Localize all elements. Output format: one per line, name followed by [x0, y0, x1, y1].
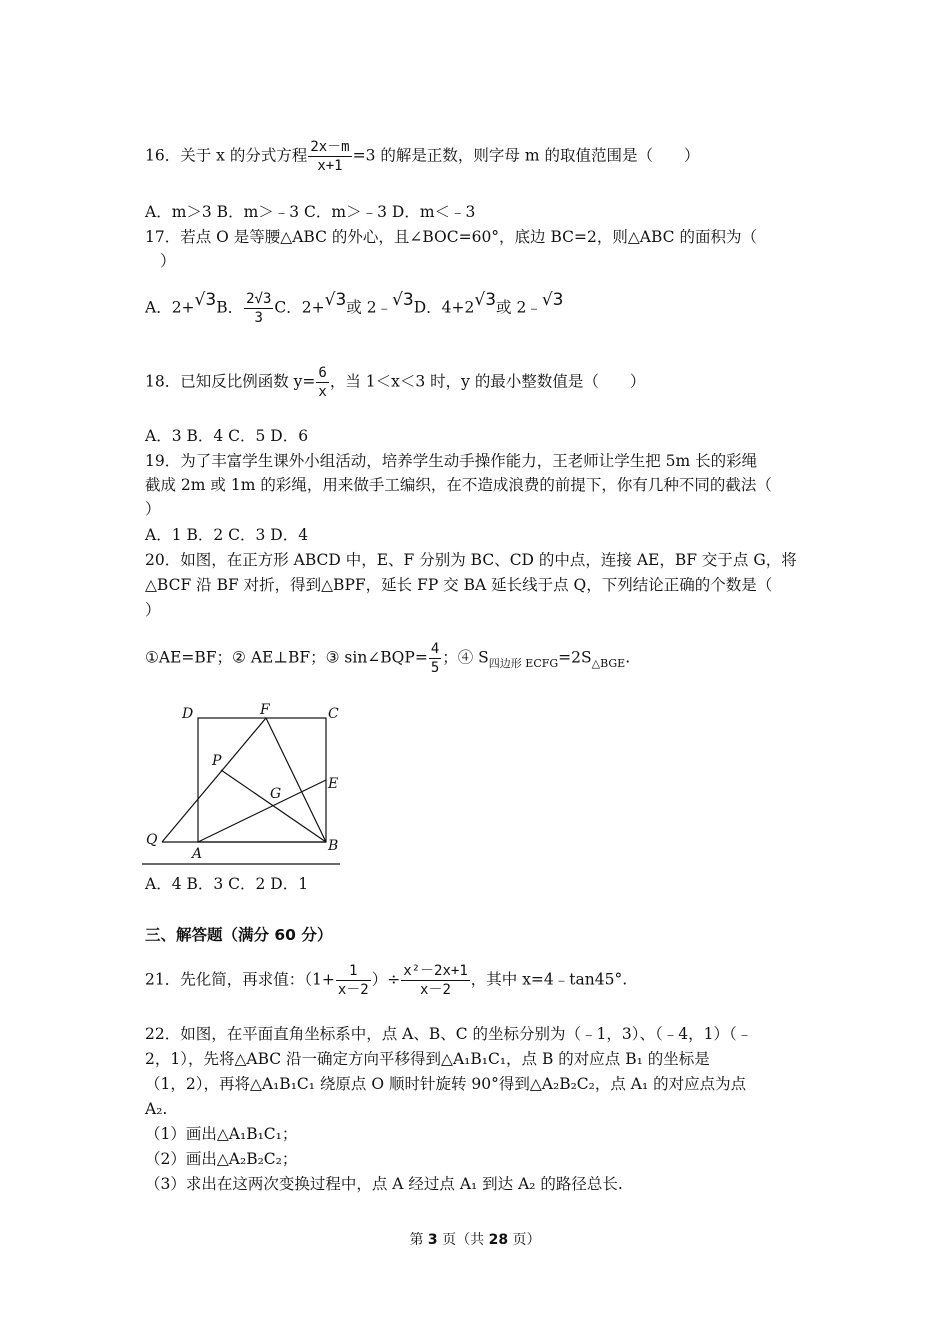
q22-line2: 2，1），先将△ABC 沿一确定方向平移得到△A₁B₁C₁，点 B 的对应点 B₁ 的坐标是 [145, 1050, 710, 1068]
q22-sub3: （3）求出在这两次变换过程中，点 A 经过点 A₁ 到达 A₂ 的路径总长. [145, 1175, 623, 1193]
q21-fraction-2: $\frac{\text{x²－2x+1}}{x-2}$ [403, 963, 468, 998]
q20-fraction: $\frac{4}{5}$ [430, 641, 440, 676]
q22-line1: 22．如图，在平面直角坐标系中，点 A、B、C 的坐标分别为（﹣1，3）、（﹣4，1）（﹣ [145, 1025, 753, 1043]
label-d: D [182, 706, 194, 722]
label-e: E [328, 776, 339, 792]
label-f: F [260, 702, 270, 718]
q22-sub2: （2）画出△A₂B₂C₂； [145, 1150, 298, 1168]
page-number: 3 [427, 1232, 438, 1248]
q17-stem-cont: ） [160, 252, 176, 270]
q22-line3: （1，2），再将△A₁B₁C₁ 绕原点 O 顺时针旋转 90°得到△A₂B₂C₂，点 A₁ 的对应点为点 [145, 1075, 747, 1093]
section-title: 三、解答题（满分 60 分） [145, 926, 333, 944]
label-b: B [328, 838, 339, 854]
q21-fraction-1: $\frac{1}{x-2}$ [337, 963, 369, 998]
q22-line4: A₂. [145, 1100, 168, 1118]
q20-statements: ①AE=BF；② AE⊥BF；③ sin∠BQP= $\frac{4}{5}$ ；④ $S_{四边形 ECFG}=2S_{\triangle BGE}$. [145, 641, 631, 676]
q20-line3: ） [145, 601, 161, 619]
q20-line2: △BCF 沿 BF 对折，得到△BPF，延长 FP 交 BA 延长线于点 Q，下列结论正确的个数是（ [145, 576, 773, 594]
segment-fb [266, 718, 326, 842]
q19-line1: 19．为了丰富学生课外小组活动，培养学生动手操作能力，王老师让学生把 5m 长的彩绳 [145, 452, 758, 470]
q20-options: A．4 B．3 C．2 D．1 [145, 875, 309, 893]
segment-pb [221, 770, 326, 842]
label-a: A [192, 846, 203, 862]
label-c: C [328, 706, 339, 722]
q21-stem: 21．先化简，再求值：（1+ $\frac{1}{x-2}$ ）÷ $\frac{\text{x²－2x+1}}{x-2}$ ，其中 x=4﹣tan45°. [145, 963, 628, 998]
q18-stem: 18．已知反比例函数 y= $\frac{6}{x}$ ，当 1＜x＜3 时，y 的最小整数值是（ ） [145, 365, 646, 400]
q18-options: A．3 B．4 C．5 D．6 [145, 427, 309, 445]
q17-b-fraction: $\frac{2√3}{3}$ [246, 291, 272, 326]
q22-sub1: （1）画出△A₁B₁C₁； [145, 1125, 298, 1143]
page-footer: 第 3 页（共 28 页） [409, 1232, 541, 1248]
segment-qf [162, 718, 266, 842]
q18-fraction: $\frac{6}{x}$ [318, 365, 327, 400]
label-g: G [270, 786, 282, 802]
label-p: P [212, 753, 222, 769]
q19-line2: 截成 2m 或 1m 的彩绳，用来做手工编织，在不造成浪费的前提下，你有几种不同的截法（ [145, 476, 772, 494]
q17-options: A．2+√3B． $\frac{2√3}{3}$ C．2+√3或 2﹣√3D．4+2√3或 2﹣√3 [145, 289, 564, 326]
q19-line3: ） [145, 500, 161, 518]
q19-options: A．1 B．2 C．3 D．4 [145, 526, 309, 544]
q20-line1: 20．如图，在正方形 ABCD 中，E、F 分别为 BC、CD 的中点，连接 AE，BF 交于点 G，将 [145, 551, 797, 569]
q17-stem: 17．若点 O 是等腰△ABC 的外心，且∠BOC=60°，底边 BC=2，则△ABC 的面积为（ [145, 228, 757, 246]
page-total: 28 [488, 1232, 509, 1248]
segment-ae [198, 780, 326, 842]
q16-options: A．m＞3 B．m＞﹣3 C．m＞﹣3 D．m＜﹣3 [145, 203, 476, 221]
square-abcd [198, 718, 326, 842]
q16-fraction: $\frac{2x-m}{x+1}$ [310, 139, 350, 174]
q16-stem: 16．关于 x 的分式方程 $\frac{2x-m}{x+1}$ =3 的解是正数，则字母 m 的取值范围是（ ） [145, 139, 700, 174]
label-q: Q [146, 832, 158, 848]
square-geometry-figure [142, 700, 347, 870]
